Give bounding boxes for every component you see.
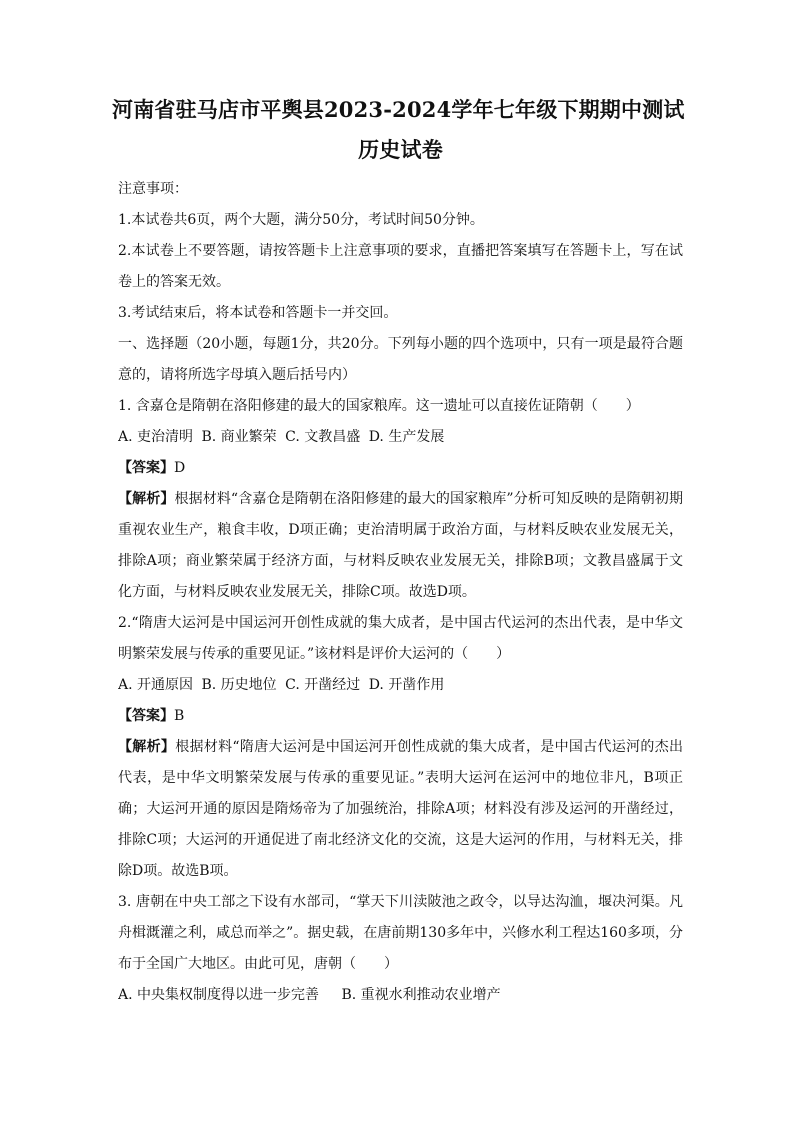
note-item-2: 2.本试卷上不要答题，请按答题卡上注意事项的要求，直播把答案填写在答题卡上，写在试卷上的答案无效。 xyxy=(118,243,683,290)
question-2-option-a: A. 开通原因 xyxy=(118,677,194,693)
answer-label: 【答案】 xyxy=(118,460,174,476)
question-2-analysis xyxy=(118,732,683,887)
analysis-text: 根据材料“隋唐大运河是中国运河开创性成就的集大成者，是中国古代运河的杰出代表，是中华文明繁荣发展与传承的重要见证。”表明大运河在运河中的地位非凡，B项正确；大运河开通的原因是隋炀帝为了加强统治，排除A项；材料没有涉及运河的开凿经过，排除C项；大运河的开通促进了南北经济文化的交流，这是大运河的作用，与材料无关，排除D项。故选B项。 xyxy=(118,739,684,879)
analysis-label: 【解析】 xyxy=(118,739,176,755)
question-1-option-a: A. 吏治清明 xyxy=(118,429,194,445)
analysis-text: 根据材料“含嘉仓是隋朝在洛阳修建的最大的国家粮库”分析可知反映的是隋朝初期重视农业生产，粮食丰收，D项正确；吏治清明属于政治方面，与材料反映农业发展无关，排除A项；商业繁荣属于经济方面，与材料反映农业发展无关，排除B项；文教昌盛属于文化方面，与材料反映农业发展无关，排除C项。故选D项。 xyxy=(118,491,683,600)
question-2-option-b: B. 历史地位 xyxy=(201,677,277,693)
question-2-answer xyxy=(118,701,683,732)
question-3-options xyxy=(118,980,683,1011)
question-1-option-c: C. 文教昌盛 xyxy=(285,429,361,445)
question-1-option-b: B. 商业繁荣 xyxy=(201,429,277,445)
answer-value: D xyxy=(174,460,186,476)
question-1-options xyxy=(118,422,683,453)
question-3-option-a: A. 中央集权制度得以进一步完善 xyxy=(118,987,320,1003)
notes-heading: 注意事项： xyxy=(118,181,188,197)
exam-title: 河南省驻马店市平舆县2023-2024学年七年级下期期中测试 xyxy=(112,97,685,122)
question-2-option-d: D. 开凿作用 xyxy=(368,677,445,693)
question-1-stem: 1. 含嘉仓是隋朝在洛阳修建的最大的国家粮库。这一遗址可以直接佐证隋朝（ ） xyxy=(118,398,640,414)
answer-value: B xyxy=(174,708,185,724)
document-page xyxy=(112,92,685,1011)
note-item-3: 3.考试结束后，将本试卷和答题卡一并交回。 xyxy=(118,305,398,321)
question-3-stem: 3. 唐朝在中央工部之下设有水部司，“掌天下川渎陂池之政令，以导达沟洫，堰决河渠。凡舟楫溉灌之利，咸总而举之”。据史载，在唐前期130多年中，兴修水利工程达160多项，分布于全国广大地区。由此可见，唐朝（ ） xyxy=(118,894,683,972)
question-3-option-b: B. 重视水利推动农业增产 xyxy=(341,987,501,1003)
question-2-options xyxy=(118,670,683,701)
question-1-option-d: D. 生产发展 xyxy=(368,429,445,445)
section-heading: 一、选择题（20小题，每题1分，共20分。下列每小题的四个选项中，只有一项是最符合题意的，请将所选字母填入题后括号内） xyxy=(118,336,683,383)
question-1-answer xyxy=(118,453,683,484)
exam-subtitle: 历史试卷 xyxy=(358,137,443,162)
question-1-analysis xyxy=(118,484,683,608)
question-2-option-c: C. 开凿经过 xyxy=(285,677,361,693)
question-2-stem: 2.“隋唐大运河是中国运河开创性成就的集大成者，是中国古代运河的杰出代表，是中华文明繁荣发展与传承的重要见证。”该材料是评价大运河的（ ） xyxy=(118,615,683,662)
note-item-1: 1.本试卷共6页，两个大题，满分50分，考试时间50分钟。 xyxy=(118,212,484,228)
analysis-label: 【解析】 xyxy=(118,491,175,507)
answer-label: 【答案】 xyxy=(118,708,174,724)
